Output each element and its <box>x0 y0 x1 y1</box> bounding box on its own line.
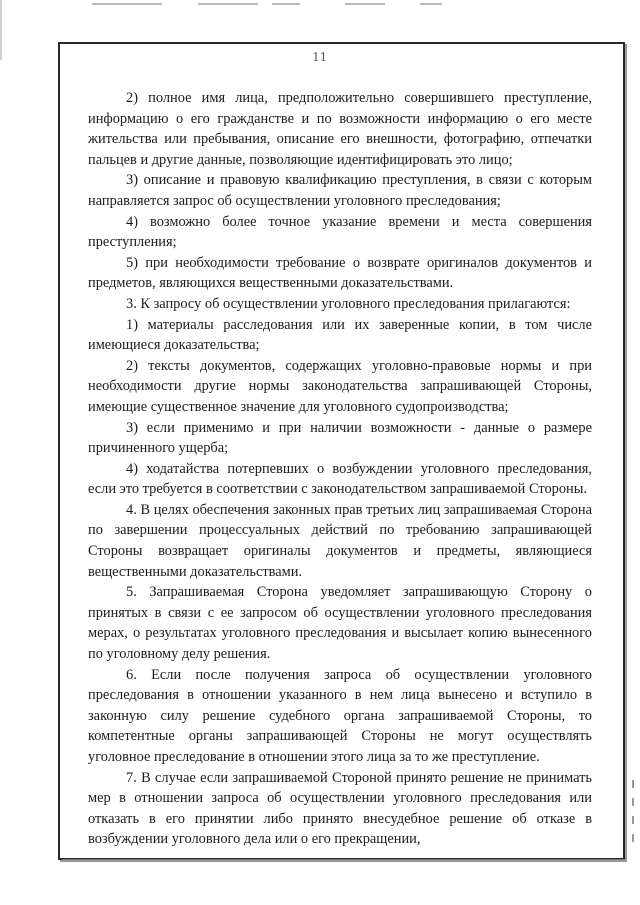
paragraph: 3) если применимо и при наличии возможности - данные о размере причиненного ущерба; <box>88 419 592 457</box>
paragraph: 5. Запрашиваемая Сторона уведомляет запрашивающую Сторону о принятых в связи с ее запросом об осуществлении уголовного преследования мерах, о результатах уголовного преследования и высылает копию вынесенного по уголовному делу решения. <box>88 584 592 663</box>
scan-artifact-line <box>198 3 258 5</box>
scan-artifact-line <box>345 3 385 5</box>
paragraph: 1) материалы расследования или их заверенные копии, в том числе имеющиеся доказательства; <box>88 316 592 354</box>
document-body <box>88 88 592 850</box>
paragraph: 3. К запросу об осуществлении уголовного преследования прилагаются: <box>126 295 571 312</box>
paragraph: 7. В случае если запрашиваемой Стороной принято решение не принимать мер в отношении запроса об осуществлении уголовного преследования или отказать в его принятии либо принято внесудебное решение об отказе в возбуждении уголовного дела или о его прекращении, <box>88 769 592 848</box>
page-border-bottom-line <box>62 859 625 860</box>
paragraph: 2) полное имя лица, предположительно совершившего преступление, информацию о его гражданстве и по возможности информацию о его месте жительства или пребывания, описание его внешности, фотографию, отпечатки пальцев и другие данные, позволяющие идентифицировать это лицо; <box>88 90 592 168</box>
scan-artifact-line <box>272 3 300 5</box>
paragraph: 4. В целях обеспечения законных прав третьих лиц запрашиваемая Сторона по завершении процессуальных действий по требованию запрашивающей Стороны возвращает оригиналы документов и предметы, являющиеся вещественными доказательствами. <box>88 501 592 580</box>
scan-artifact-line <box>92 3 162 5</box>
paragraph: 4) возможно более точное указание времени и места совершения преступления; <box>88 213 592 251</box>
paragraph: 3) описание и правовую квалификацию преступления, в связи с которым направляется запрос об осуществлении уголовного преследования; <box>88 172 592 209</box>
scan-artifact-line <box>420 3 442 5</box>
paragraph: 5) при необходимости требование о возврате оригиналов документов и предметов, являющихся вещественными доказательствами. <box>88 254 592 292</box>
paragraph: 2) тексты документов, содержащих уголовно-правовые нормы и при необходимости другие нормы законодательства запрашивающей Стороны, имеющие существенное значение для уголовного судопроизводства; <box>88 357 592 415</box>
paragraph: 4) ходатайства потерпевших о возбуждении уголовного преследования, если это требуется в соответствии с законодательством запрашиваемой Стороны. <box>88 460 592 498</box>
page-number: 11 <box>312 50 328 65</box>
scan-side-marks <box>632 780 636 850</box>
paragraph: 6. Если после получения запроса об осуществлении уголовного преследования в отношении указанного в нем лица вынесено и вступило в законную силу решение судебного органа запрашиваемой Стороны, то компетентные органы запрашивающей Стороны не могут осуществлять уголовное преследование в отношении этого лица за то же преступление. <box>88 666 592 765</box>
